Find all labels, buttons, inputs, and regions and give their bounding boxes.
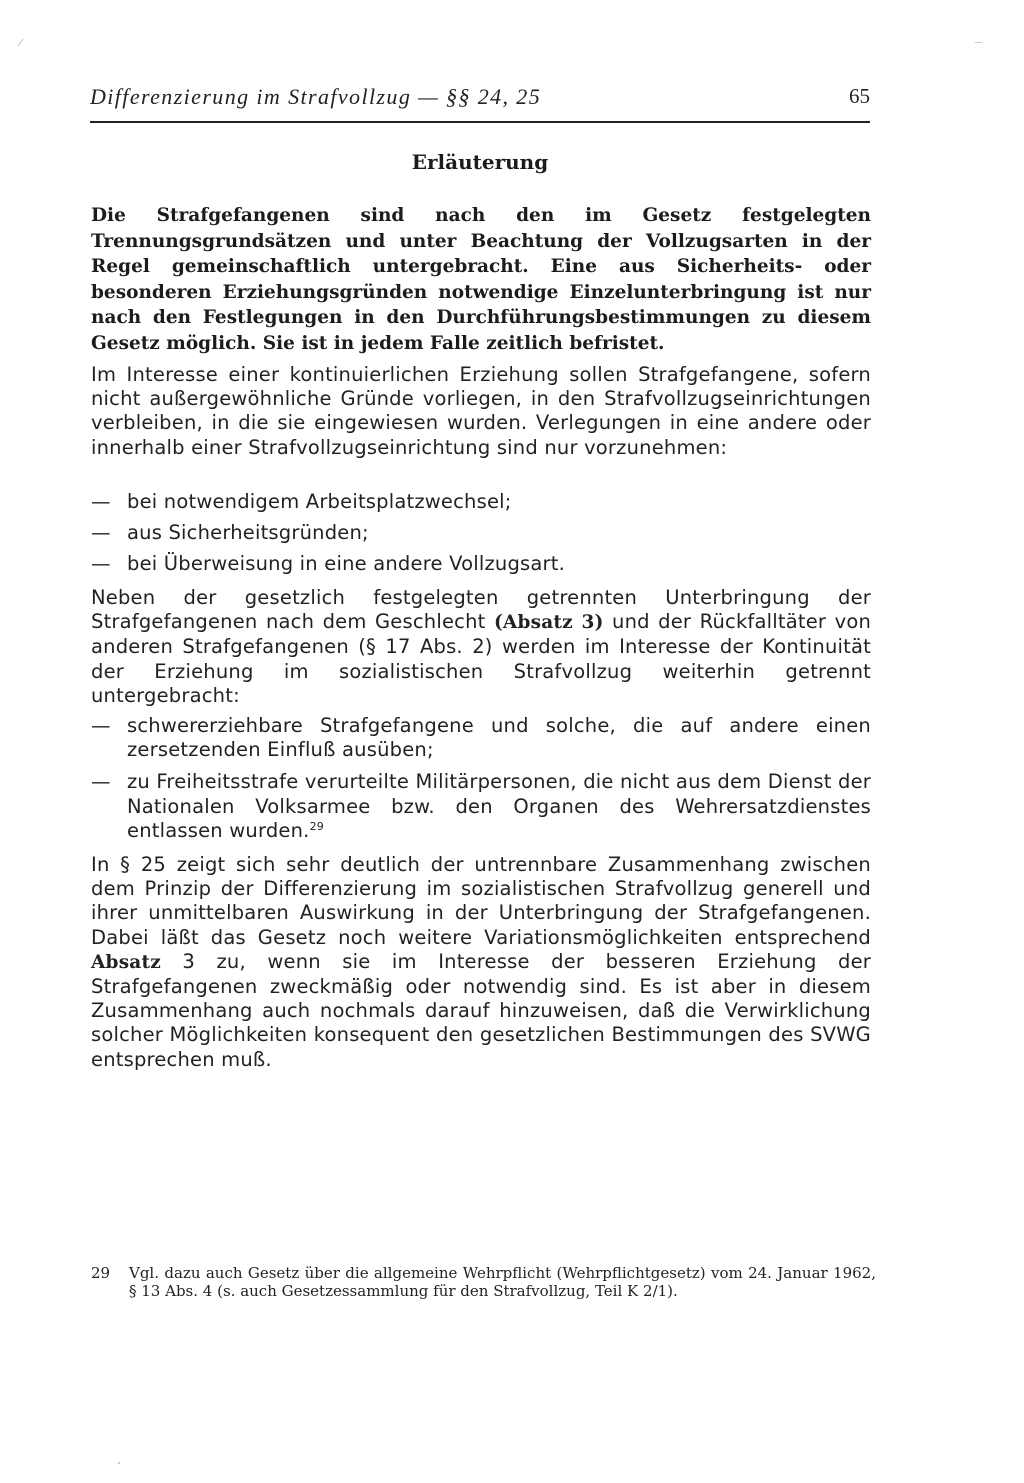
list-item: [91, 490, 871, 514]
paragraph-section-25: [91, 853, 871, 1072]
footnote-number: 29: [91, 1264, 111, 1282]
dash-marker: —: [91, 521, 111, 545]
list-item: [91, 770, 871, 843]
footnote: [91, 1265, 876, 1300]
list-item-text: schwererziehbare Strafgefangene und solche, die auf andere einen zersetzenden Einfluß ausüben;: [127, 714, 871, 762]
list-item: [91, 714, 871, 762]
bold-intro-paragraph: Die Strafgefangenen sind nach den im Gesetz festgelegten Trennungsgrundsätzen und unter Beachtung der Vollzugsarten in der Regel gemeinschaftlich untergebracht. Eine aus Sicherheits- oder besonderen Erziehungsgründen notwendige Einzelunterbringung ist nur nach den Festlegungen in den Durchführungsbestimmungen zu diesem Gesetz möglich. Sie ist in jedem Falle zeitlich befristet.: [91, 205, 871, 354]
scan-speck: [118, 1462, 120, 1464]
dash-marker: —: [91, 552, 111, 576]
list-item: [91, 552, 871, 576]
separated-groups-list: [91, 714, 871, 851]
dash-marker: —: [91, 714, 111, 737]
dash-marker: —: [91, 770, 111, 794]
dash-marker: —: [91, 490, 111, 513]
footnote-text: Vgl. dazu auch Gesetz über die allgemeine Wehrpflicht (Wehrpflichtgesetz) vom 24. Januar 1962, § 13 Abs. 4 (s. auch Gesetzessammlung für den Strafvollzug, Teil K 2/1).: [129, 1264, 876, 1300]
paragraph-text: Neben der gesetzlich festgelegten getrennten Unterbringung der Strafgefangenen nach dem Geschlecht: [91, 586, 871, 634]
list-item-text: bei notwendigem Arbeitsplatzwechsel;: [127, 490, 512, 513]
header-rule: [90, 121, 870, 123]
scan-speck: [975, 42, 982, 43]
page-number: 65: [849, 84, 870, 108]
list-item-text: zu Freiheitsstrafe verurteilte Militärpersonen, die nicht aus dem Dienst der Nationalen Volksarmee bzw. den Organen des Wehrersatzdienstes entlassen wurden.: [127, 770, 871, 842]
paragraph-emphasis: (Absatz 3): [493, 612, 604, 634]
running-head: [90, 80, 870, 114]
list-item-text: bei Überweisung in eine andere Vollzugsart.: [127, 552, 566, 576]
list-item: [91, 521, 871, 545]
paragraph-text: 3 zu, wenn sie im Interesse der besseren Erziehung der Strafgefangenen zweckmäßig oder notwendig sind. Es ist aber in diesem Zusammenhang auch nochmals darauf hinzuweisen, daß die Verwirklichung solcher Möglichkeiten konsequent den gesetzlichen Bestimmungen des SVWG entsprechen muß.: [91, 949, 871, 1071]
paragraph-emphasis: Absatz: [91, 951, 161, 973]
paragraph-separation: [91, 586, 871, 708]
paragraph-text: und der Rückfalltäter von anderen Strafgefangenen (§ 17 Abs. 2) werden im Interesse der Kontinuität der Erziehung im sozialistischen Strafvollzug weiterhin getrennt untergebracht:: [91, 610, 872, 707]
footnote-reference: 29: [309, 819, 324, 833]
list-item-text: aus Sicherheitsgründen;: [127, 521, 369, 545]
paragraph-text: In § 25 zeigt sich sehr deutlich der untrennbare Zusammenhang zwischen dem Prinzip der Differenzierung im sozialistischen Strafvollzug generell und ihrer unmittelbaren Auswirkung in der Unterbringung der Strafgefangenen. Dabei läßt das Gesetz noch weitere Variationsmöglichkeiten entsprechend: [91, 853, 871, 949]
scan-speck: [18, 39, 24, 47]
paragraph-relocation: Im Interesse einer kontinuierlichen Erziehung sollen Strafgefangene, sofern nicht außergewöhnliche Gründe vorliegen, in den Strafvollzugseinrichtungen verbleiben, in die sie eingewiesen wurden. Verlegungen in eine andere oder innerhalb einer Strafvollzugseinrichtung sind nur vorzunehmen:: [91, 363, 871, 459]
relocation-reasons-list: [91, 490, 871, 584]
running-title: Differenzierung im Strafvollzug — §§ 24, 25: [90, 84, 542, 109]
section-heading: Erläuterung: [411, 150, 549, 174]
